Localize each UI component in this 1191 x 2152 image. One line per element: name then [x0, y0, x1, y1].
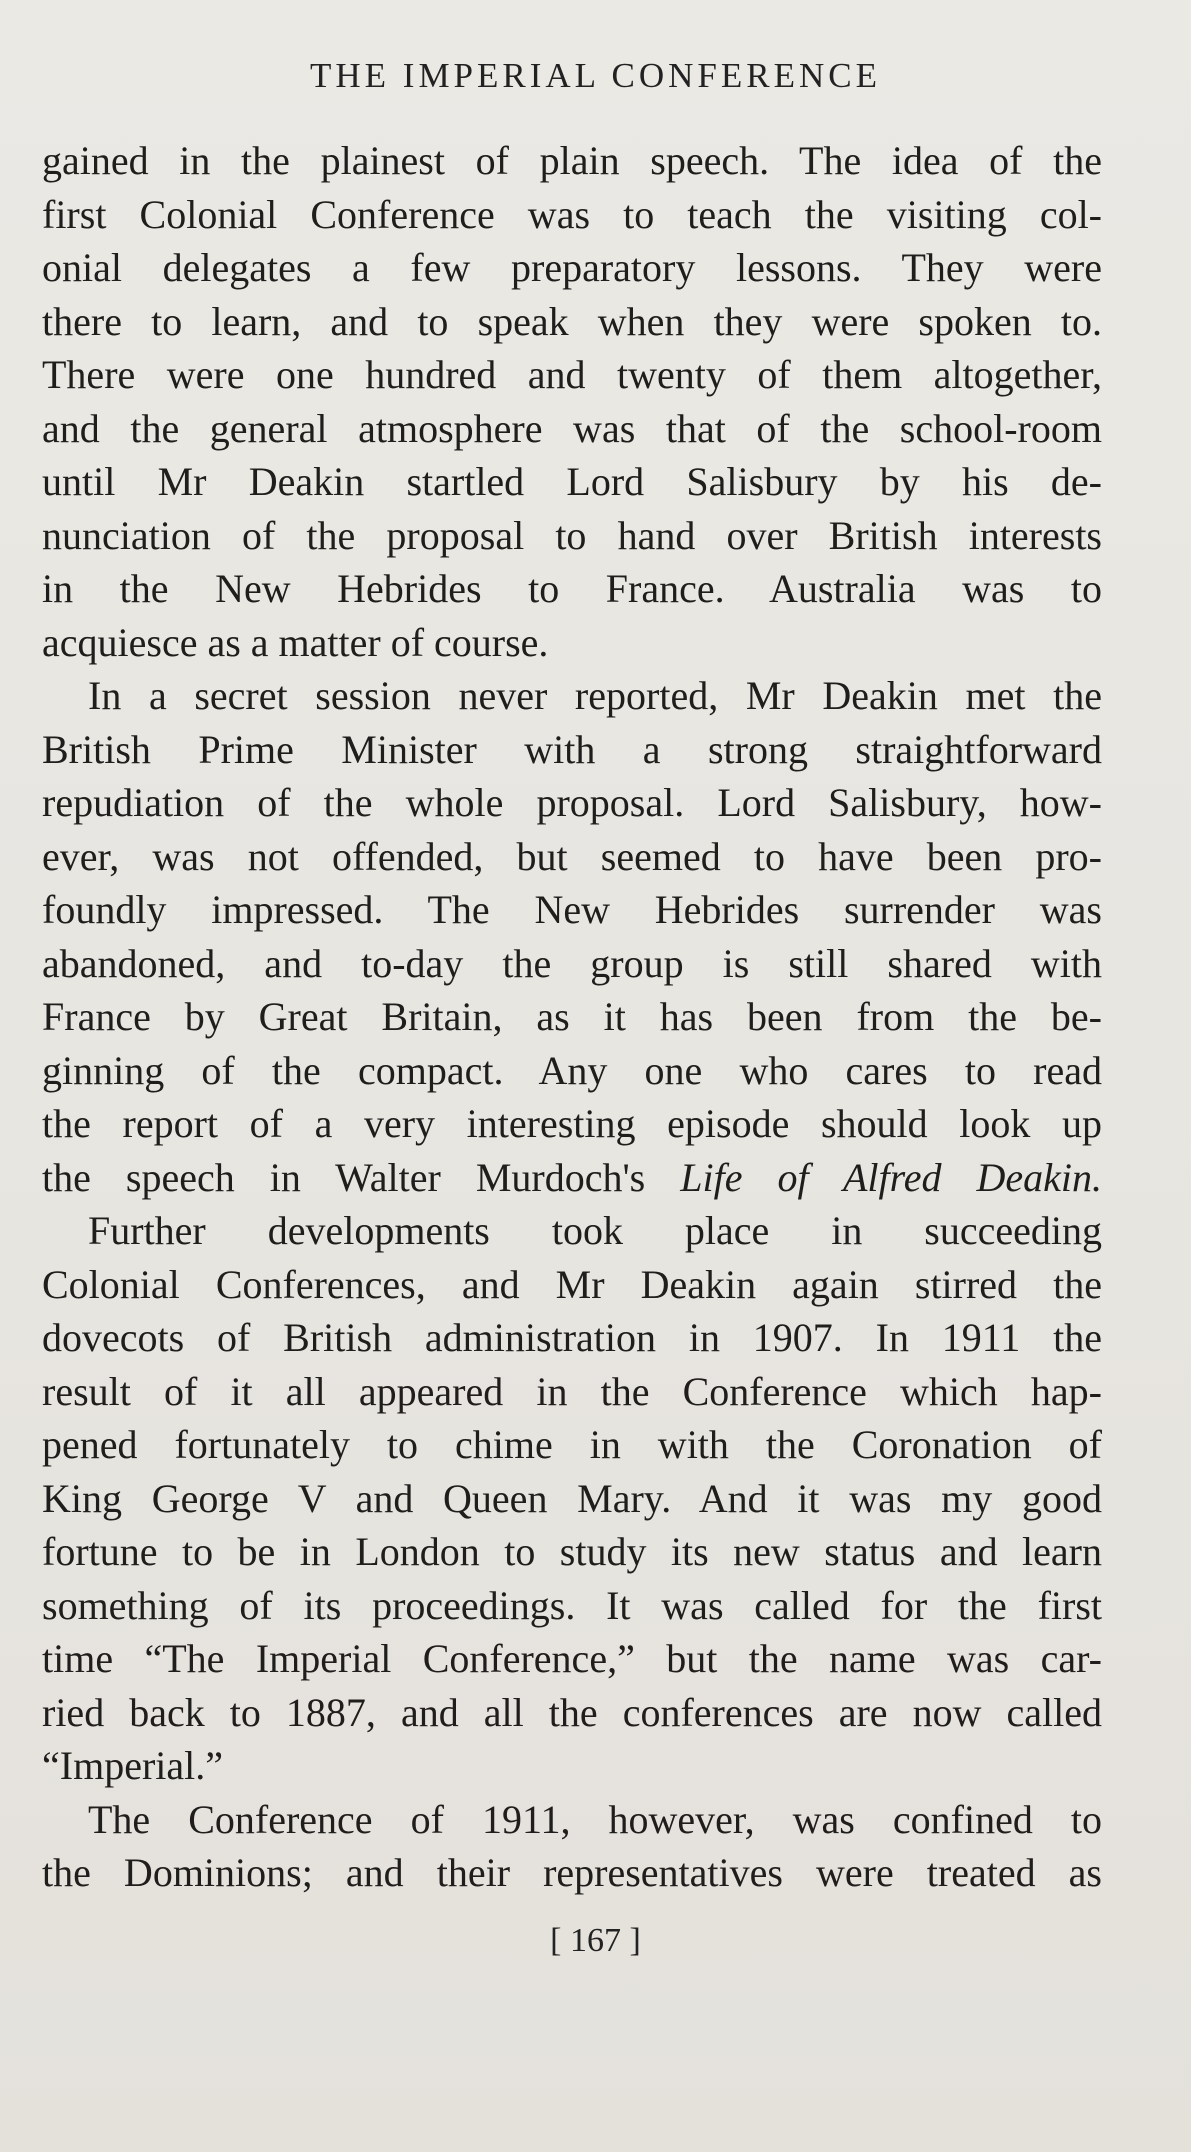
- text-line: ginning of the compact. Any one who cares to read: [42, 1047, 1102, 1093]
- paragraph-start-line: In a secret session never reported, Mr Deakin met the: [88, 673, 1102, 718]
- text-line: and the general atmosphere was that of the school-room: [42, 405, 1102, 451]
- text-line: abandoned, and to-day the group is still shared with: [42, 940, 1102, 986]
- text-line: foundly impressed. The New Hebrides surrender was: [42, 887, 1102, 932]
- text-line: first Colonial Conference was to teach the visiting col-: [42, 191, 1102, 237]
- body-text: [42, 134, 1102, 1900]
- text-line: France by Great Britain, as it has been from the be-: [42, 994, 1102, 1039]
- text-fragment: the speech in Walter Murdoch's: [42, 1154, 646, 1200]
- text-line: “Imperial.”: [42, 1743, 223, 1788]
- text-line: until Mr Deakin startled Lord Salisbury by his de-: [42, 459, 1102, 504]
- paragraph-start-line: Further developments took place in succeeding: [88, 1208, 1102, 1253]
- text-line: in the New Hebrides to France. Australia was to: [42, 566, 1102, 611]
- text-line: pened fortunately to chime in with the Coronation of: [42, 1422, 1102, 1467]
- text-line: King George V and Queen Mary. And it was my good: [42, 1475, 1102, 1521]
- text-line: ried back to 1887, and all the conferences are now called: [42, 1689, 1102, 1735]
- text-line: repudiation of the whole proposal. Lord Salisbury, how-: [42, 780, 1102, 825]
- text-line: the Dominions; and their representatives were treated as: [42, 1850, 1102, 1895]
- text-line: dovecots of British administration in 1907. In 1911 the: [42, 1315, 1102, 1360]
- page-number: [ 167 ]: [550, 1922, 641, 1959]
- text-line: nunciation of the proposal to hand over British interests: [42, 512, 1102, 558]
- book-title-italic: Life of Alfred Deakin.: [680, 1154, 1103, 1200]
- text-line: time “The Imperial Conference,” but the name was car-: [42, 1636, 1102, 1681]
- text-line: the report of a very interesting episode should look up: [42, 1101, 1102, 1146]
- text-line: British Prime Minister with a strong straightforward: [42, 726, 1102, 772]
- text-line: gained in the plainest of plain speech. The idea of the: [42, 138, 1102, 183]
- text-line: something of its proceedings. It was called for the first: [42, 1582, 1102, 1628]
- text-line: there to learn, and to speak when they were spoken to.: [42, 298, 1102, 344]
- text-line: onial delegates a few preparatory lessons. They were: [42, 245, 1102, 290]
- text-line: result of it all appeared in the Conference which hap-: [42, 1368, 1102, 1414]
- running-header: THE IMPERIAL CONFERENCE: [310, 56, 881, 95]
- text-line-with-title: [42, 1151, 1102, 1205]
- text-line: ever, was not offended, but seemed to have been pro-: [42, 833, 1102, 879]
- text-line: Colonial Conferences, and Mr Deakin again stirred the: [42, 1261, 1102, 1307]
- text-line: There were one hundred and twenty of them altogether,: [42, 352, 1102, 397]
- text-line: fortune to be in London to study its new status and learn: [42, 1529, 1102, 1574]
- paragraph-start-line: The Conference of 1911, however, was confined to: [88, 1796, 1102, 1842]
- text-line: acquiesce as a matter of course.: [42, 619, 549, 665]
